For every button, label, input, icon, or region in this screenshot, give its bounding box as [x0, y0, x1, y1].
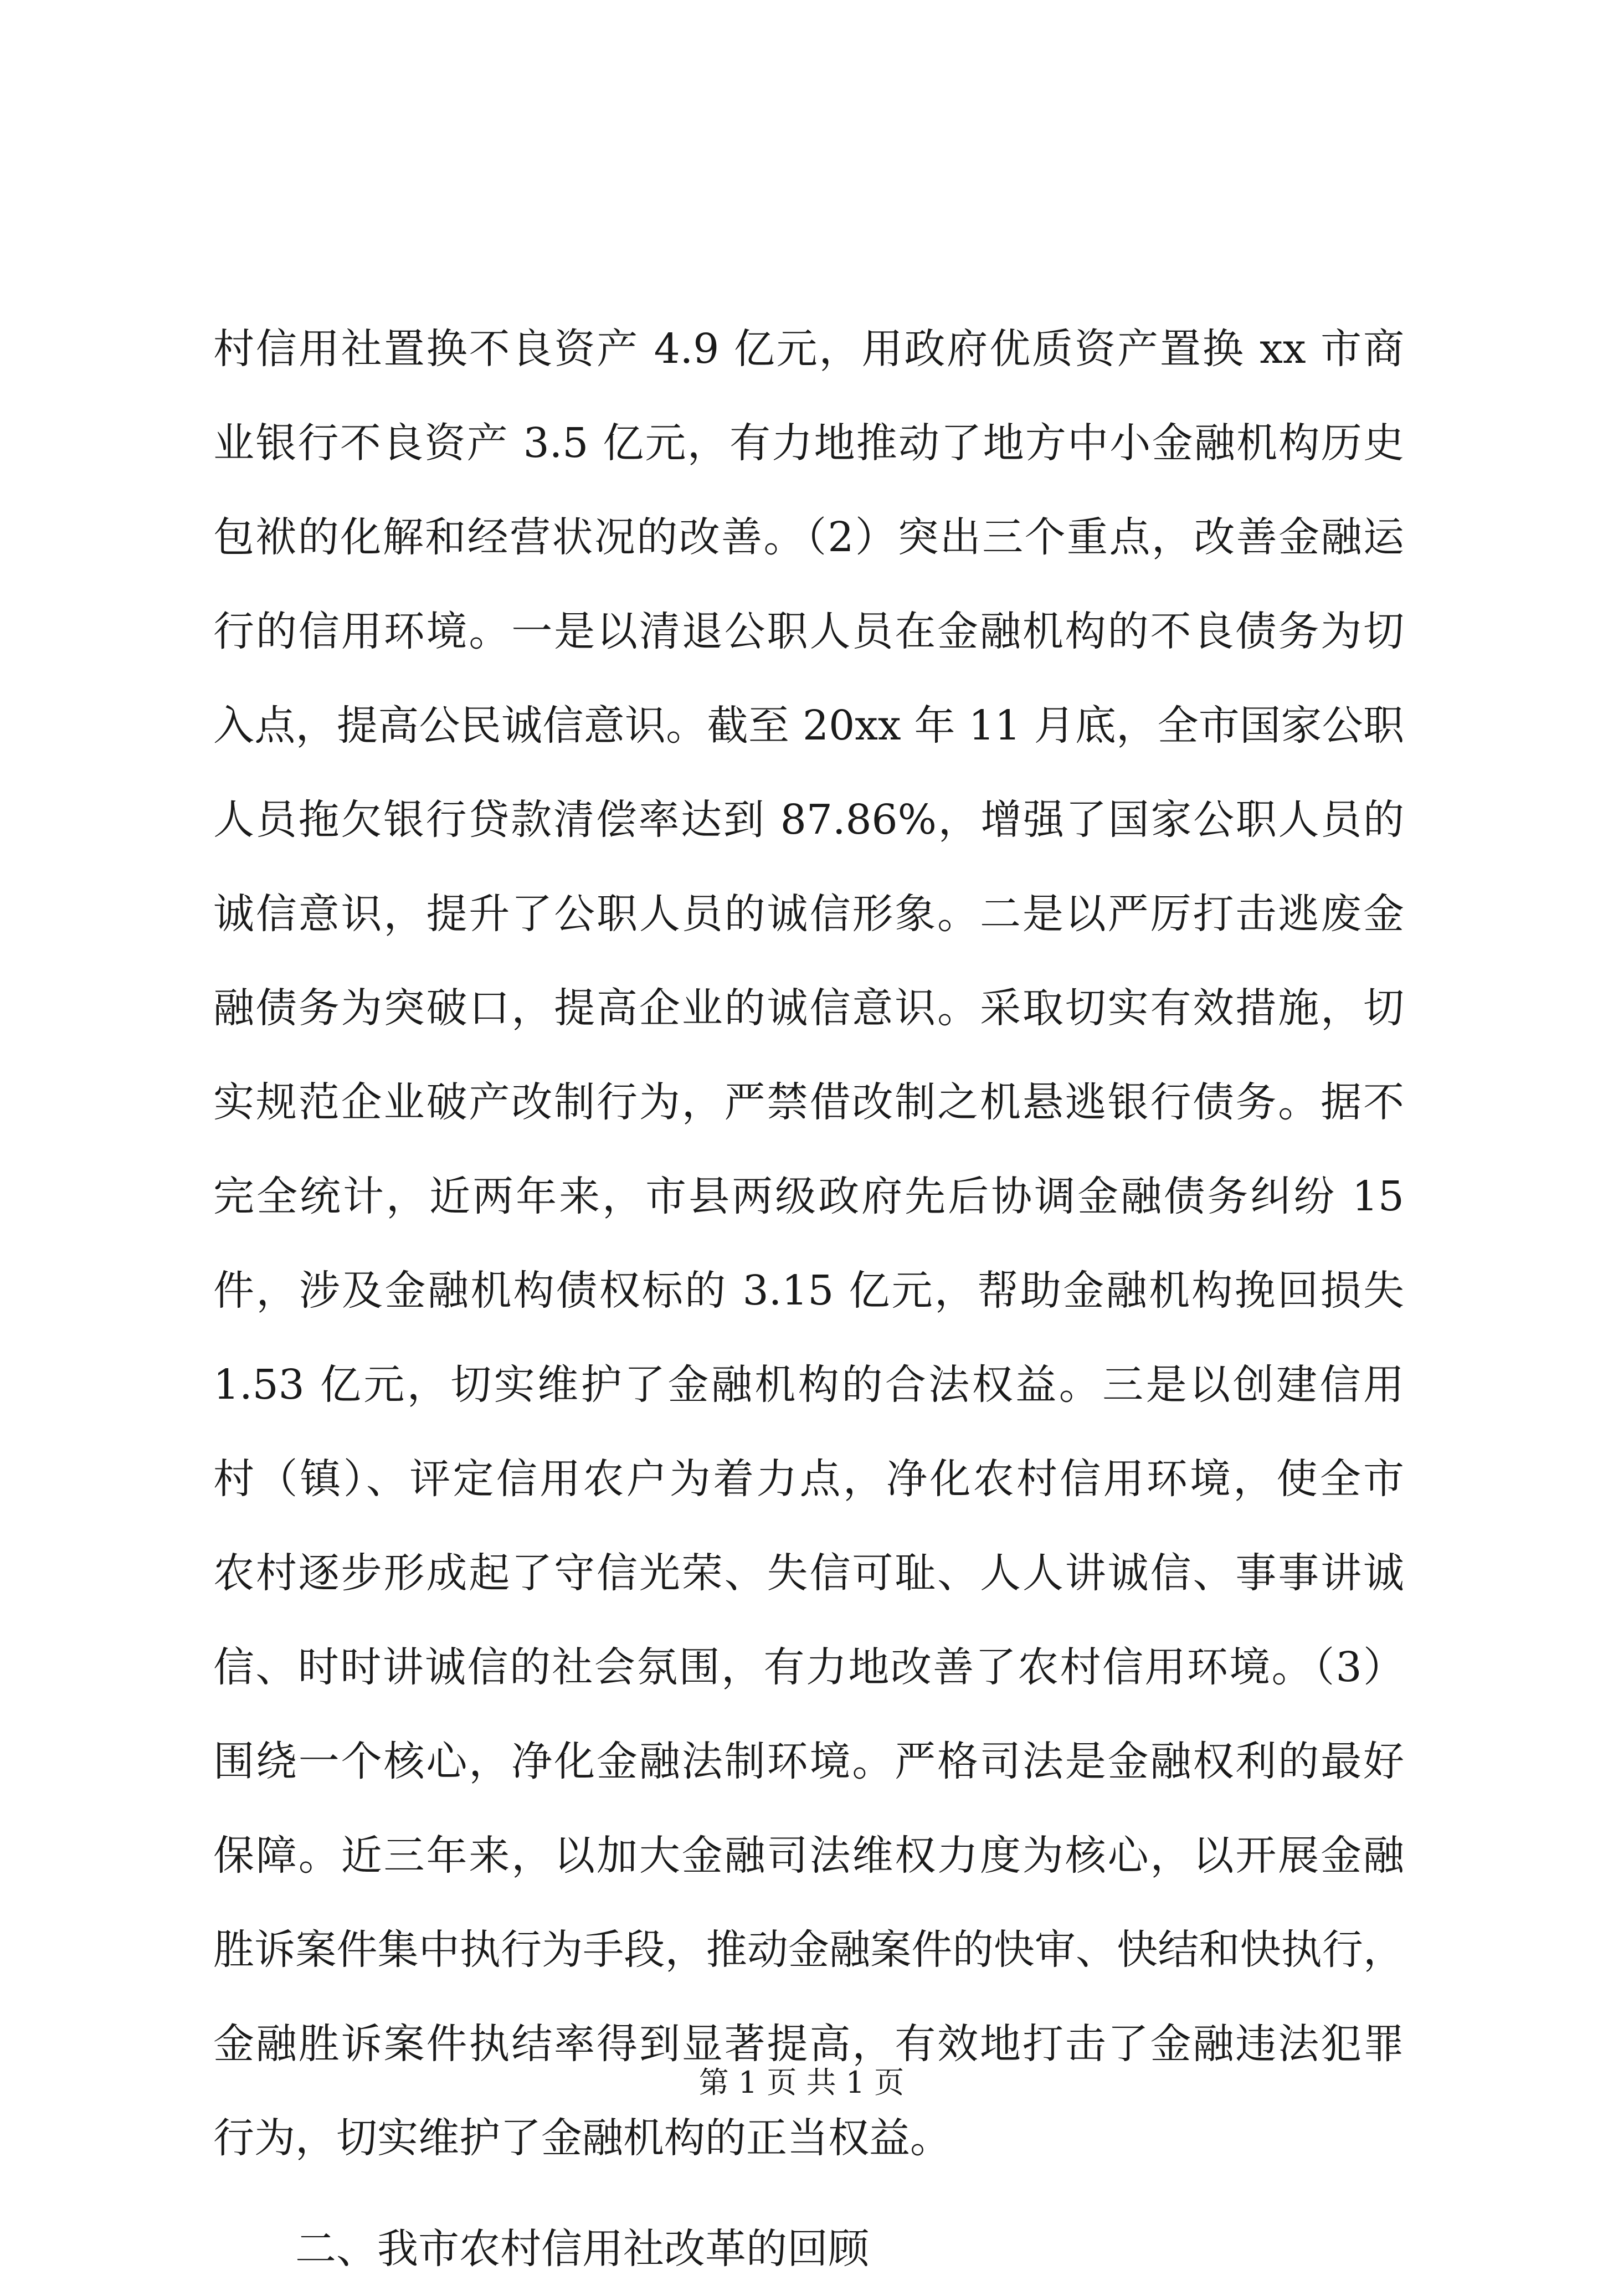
text-line: 农村逐步形成起了守信光荣、失信可耻、人人讲诚信、事事讲诚: [213, 1549, 1404, 1597]
text-line: 融债务为突破口，提高企业的诚信意识。采取切实有效措施，切: [213, 984, 1404, 1032]
text-line: 胜诉案件集中执行为手段，推动金融案件的快审、快结和快执行，: [213, 1926, 1404, 1974]
text-line: 实规范企业破产改制行为，严禁借改制之机悬逃银行债务。据不: [213, 1078, 1404, 1126]
text-line: 1.53 亿元，切实维护了金融机构的合法权益。三是以创建信用: [213, 1361, 1404, 1409]
text-line: 入点，提高公民诚信意识。截至 20xx 年 11 月底，全市国家公职: [213, 702, 1404, 749]
text-line: 村信用社置换不良资产 4.9 亿元，用政府优质资产置换 xx 市商: [213, 325, 1404, 373]
text-line: 保障。近三年来，以加大金融司法维权力度为核心，以开展金融: [213, 1832, 1404, 1879]
text-line: 业银行不良资产 3.5 亿元，有力地推动了地方中小金融机构历史: [213, 419, 1404, 467]
page-footer: 第 1 页 共 1 页: [698, 2065, 905, 2100]
text-line: 行为，切实维护了金融机构的正当权益。: [213, 2114, 951, 2162]
text-line: 行的信用环境。一是以清退公职人员在金融机构的不良债务为切: [213, 608, 1404, 655]
text-line: 人员拖欠银行贷款清偿率达到 87.86%，增强了国家公职人员的: [213, 796, 1404, 844]
text-line: 完全统计，近两年来，市县两级政府先后协调金融债务纠纷 15: [213, 1173, 1404, 1220]
text-line: 件，涉及金融机构债权标的 3.15 亿元，帮助金融机构挽回损失: [213, 1267, 1404, 1314]
text-line: 包袱的化解和经营状况的改善。（2）突出三个重点，改善金融运: [213, 513, 1404, 561]
text-line: 诚信意识，提升了公职人员的诚信形象。二是以严厉打击逃废金: [213, 890, 1404, 938]
body-text: [213, 302, 1404, 2296]
text-line: 围绕一个核心，净化金融法制环境。严格司法是金融权利的最好: [213, 1738, 1404, 1785]
text-line: 金融胜诉案件执结率得到显著提高，有效地打击了金融违法犯罪: [213, 2020, 1404, 2068]
text-line: 村（镇）、评定信用农户为着力点，净化农村信用环境，使全市: [213, 1455, 1404, 1503]
text-line: 信、时时讲诚信的社会氛围，有力地改善了农村信用环境。（3）: [213, 1643, 1404, 1691]
section-heading: 二、我市农村信用社改革的回顾: [295, 2225, 869, 2273]
